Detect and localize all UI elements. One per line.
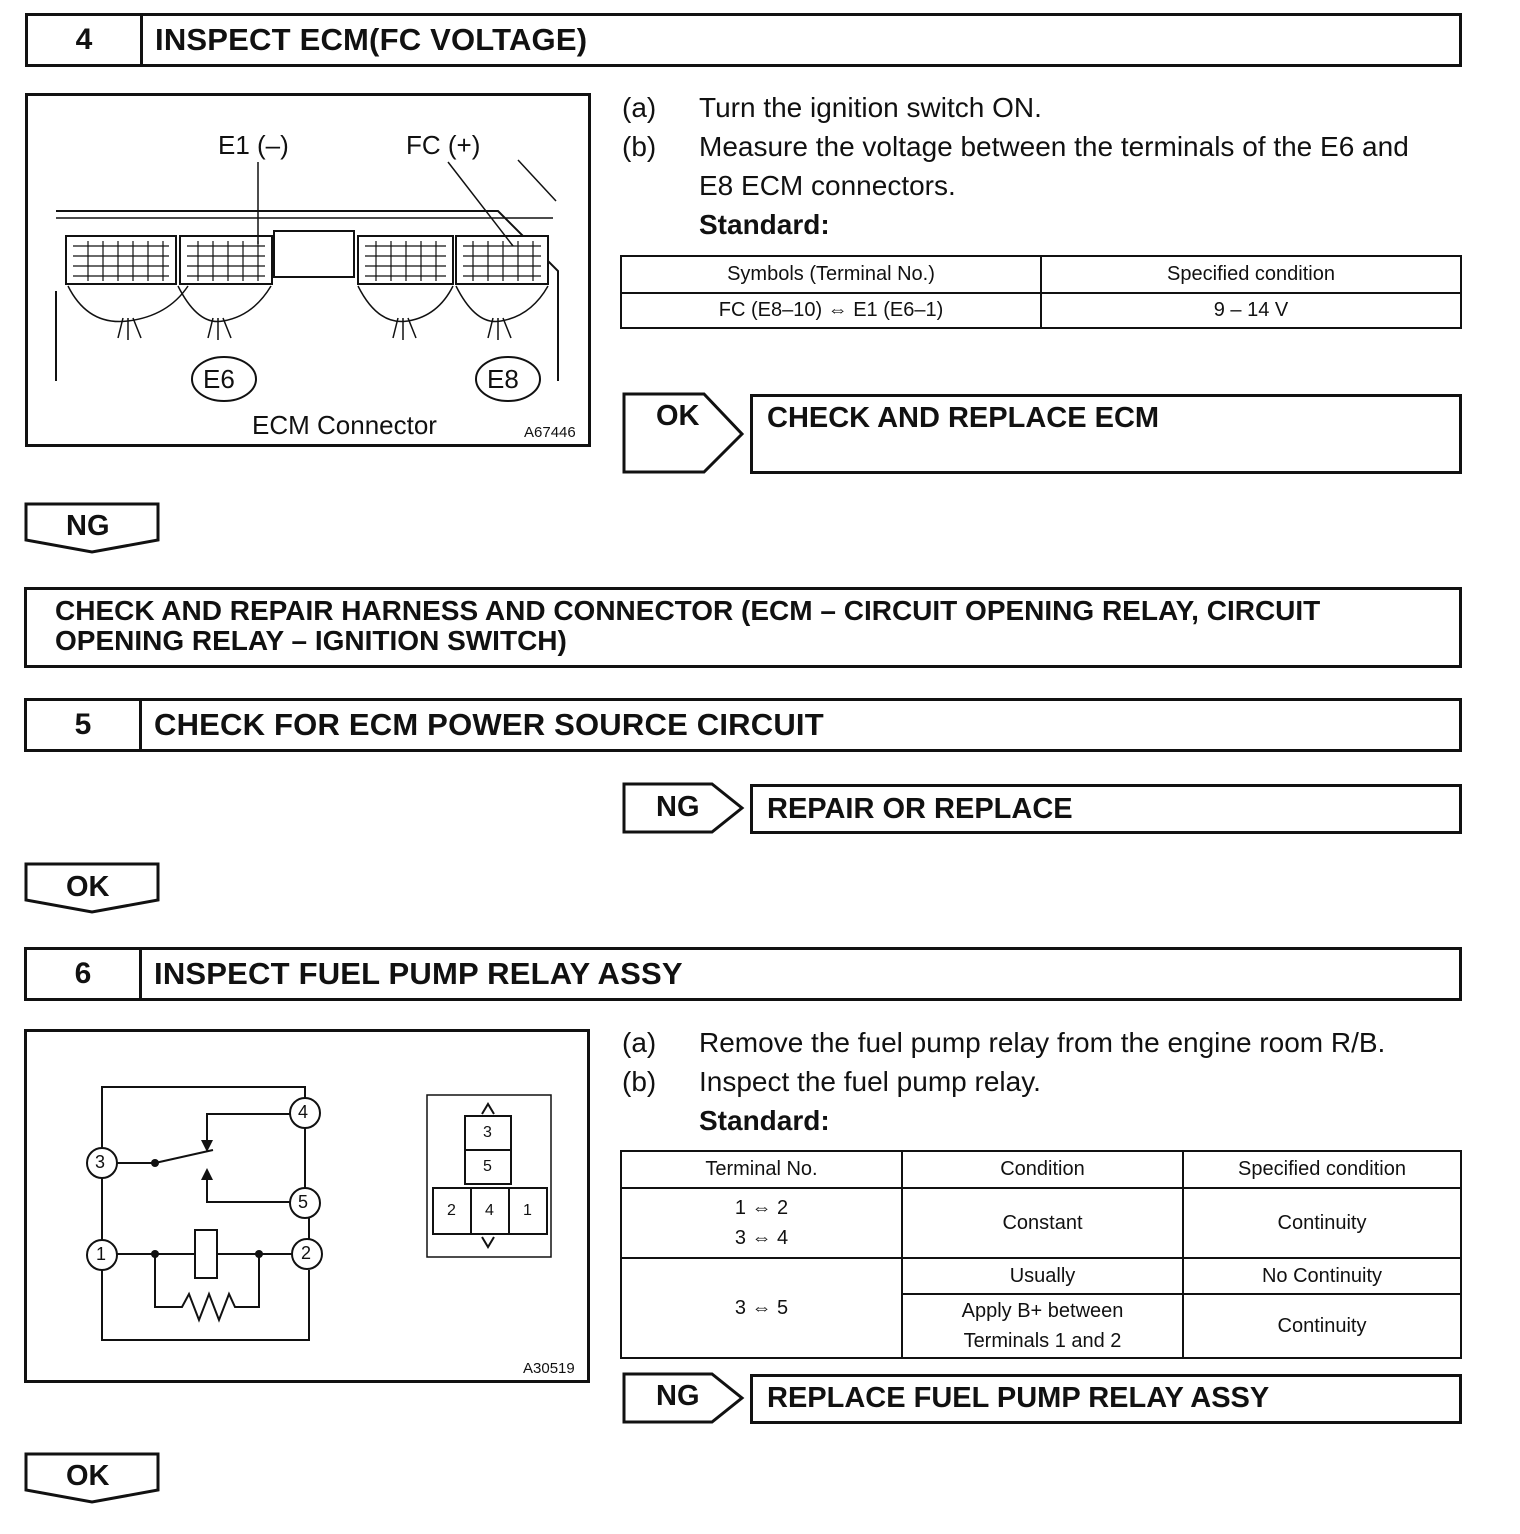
label-e1: E1 (–) [218, 130, 289, 160]
instruction-label: (a) [622, 92, 657, 123]
instruction-text: Remove the fuel pump relay from the engine room R/B. [699, 1027, 1386, 1058]
instruction-text: Measure the voltage between the terminals of the E6 and [699, 131, 1409, 162]
step6-spec-table [620, 1150, 1462, 1359]
table-header: Condition [902, 1151, 1183, 1188]
table-header: Specified condition [1041, 256, 1461, 293]
table-cell: FC (E8–10) ⇔ E1 (E6–1) [621, 293, 1041, 328]
step6-number: 6 [27, 950, 142, 998]
table-cell: Continuity [1183, 1188, 1461, 1258]
table-cell: No Continuity [1183, 1258, 1461, 1294]
table-header: Symbols (Terminal No.) [621, 256, 1041, 293]
repair-harness-box [24, 587, 1462, 668]
step5-header [24, 698, 1462, 752]
step6-ng-label: NG [656, 1380, 700, 1412]
instruction-label: (a) [622, 1027, 657, 1058]
step6-standard-label: Standard: [699, 1105, 830, 1136]
step4-instruction-a [622, 92, 1472, 128]
step4-instruction-b [622, 131, 1492, 207]
step5-title: CHECK FOR ECM POWER SOURCE CIRCUIT [154, 707, 824, 742]
step6-instruction-b [622, 1066, 1472, 1102]
label-fc: FC (+) [406, 130, 481, 160]
instruction-text: Inspect the fuel pump relay. [699, 1066, 1041, 1097]
block-terminal-4: 4 [485, 1202, 494, 1219]
step6-header [24, 947, 1462, 1001]
block-terminal-5: 5 [483, 1158, 492, 1175]
repair-harness-line2: OPENING RELAY – IGNITION SWITCH) [55, 625, 567, 656]
step6-title: INSPECT FUEL PUMP RELAY ASSY [154, 956, 683, 991]
terminal-2-label: 2 [301, 1243, 312, 1263]
repair-harness-line1: CHECK AND REPAIR HARNESS AND CONNECTOR (ECM – CIRCUIT OPENING RELAY, CIRCUIT [55, 595, 1321, 626]
ecm-connector-figure [25, 93, 591, 447]
figure-code: A67446 [524, 424, 576, 441]
terminal-4-label: 4 [298, 1102, 309, 1122]
condition-line: Apply B+ between [961, 1300, 1124, 1322]
action-text: REPAIR OR REPLACE [767, 793, 1073, 825]
figure-caption: ECM Connector [252, 410, 437, 440]
step5-number: 5 [27, 701, 142, 749]
block-terminal-3: 3 [483, 1124, 492, 1141]
step4-ok-action [750, 394, 1462, 474]
terminal-1-label: 1 [96, 1244, 107, 1264]
step5-ng-label: NG [656, 791, 700, 823]
condition-line: Terminals 1 and 2 [963, 1330, 1122, 1352]
table-cell [621, 1188, 902, 1258]
label-e6: E6 [203, 364, 235, 394]
step5-ng-action [750, 784, 1462, 834]
table-cell: Continuity [1183, 1294, 1461, 1358]
figure-code: A30519 [523, 1360, 575, 1377]
step4-spec-table [620, 255, 1462, 329]
action-text: REPLACE FUEL PUMP RELAY ASSY [767, 1382, 1270, 1414]
relay-figure [24, 1029, 590, 1383]
step4-title: INSPECT ECM(FC VOLTAGE) [155, 22, 588, 57]
table-cell: Constant [902, 1188, 1183, 1258]
table-cell: Usually [902, 1258, 1183, 1294]
table-cell [902, 1294, 1183, 1358]
instruction-label: (b) [622, 1066, 657, 1097]
instruction-label: (b) [622, 131, 657, 162]
block-terminal-2: 2 [447, 1202, 456, 1219]
step6-ok-label: OK [66, 1460, 110, 1492]
terminal-pair: 3 ⇔ 4 [734, 1227, 789, 1249]
table-header: Specified condition [1183, 1151, 1461, 1188]
step5-ok-label: OK [66, 871, 110, 903]
step4-number: 4 [28, 16, 143, 64]
instruction-text: Turn the ignition switch ON. [699, 92, 1042, 123]
step4-ng-label: NG [66, 510, 110, 542]
step4-header [25, 13, 1462, 67]
table-header: Terminal No. [621, 1151, 902, 1188]
step4-standard-label: Standard: [699, 209, 830, 240]
step6-ng-action [750, 1374, 1462, 1424]
label-e8: E8 [487, 364, 519, 394]
step6-instruction-a [622, 1027, 1502, 1063]
step4-ok-label: OK [656, 400, 700, 432]
terminal-pair: 1 ⇔ 2 [734, 1197, 789, 1219]
instruction-text-cont: E8 ECM connectors. [699, 170, 956, 201]
table-cell: 9 – 14 V [1041, 293, 1461, 328]
action-text: CHECK AND REPLACE ECM [767, 402, 1160, 434]
terminal-3-label: 3 [95, 1152, 106, 1172]
terminal-5-label: 5 [298, 1192, 309, 1212]
table-cell: 3 ⇔ 5 [621, 1258, 902, 1358]
block-terminal-1: 1 [523, 1202, 532, 1219]
